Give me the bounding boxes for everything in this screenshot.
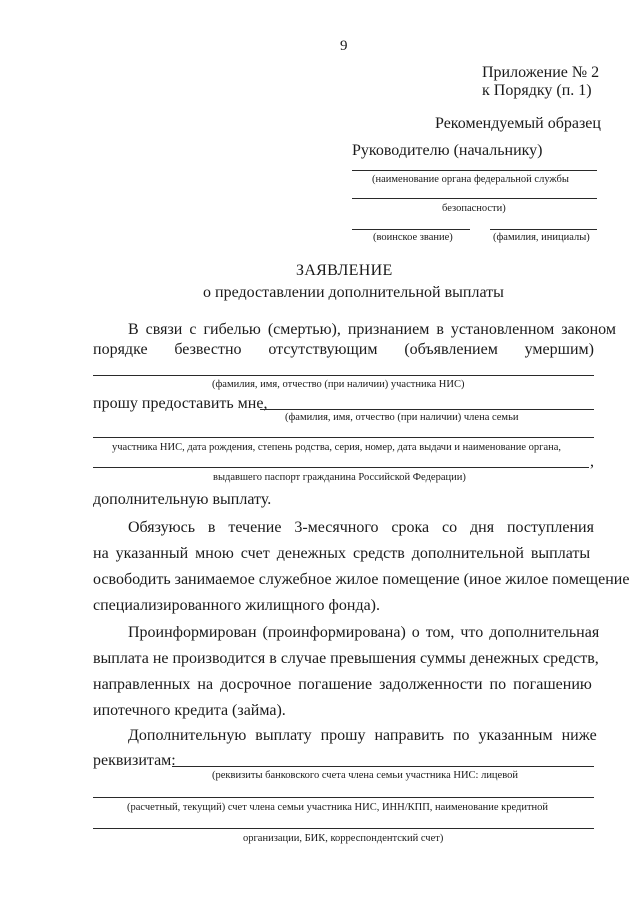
addressee-body-line-2 xyxy=(352,198,597,199)
family-member-line xyxy=(260,409,594,410)
page-number: 9 xyxy=(340,38,348,54)
informed-line-1: Проинформирован (проинформирована) о том, что дополнительная xyxy=(128,624,600,641)
participant-name-hint: (фамилия, имя, отчество (при наличии) участника НИС) xyxy=(212,379,465,390)
bank-details-hint-3: организации, БИК, корреспондентский счет) xyxy=(243,833,444,844)
intro-line-2 xyxy=(93,341,594,359)
addressee-title: Руководителю (начальнику) xyxy=(352,142,543,159)
family-member-hint-3: выдавшего паспорт гражданина Российской Федерации) xyxy=(213,472,466,483)
appendix-number: Приложение № 2 xyxy=(482,64,600,81)
obligation-line-2: на указанный мною счет денежных средств дополнительной выплаты xyxy=(93,545,591,562)
family-member-hint-2: участника НИС, дата рождения, степень родства, серия, номер, дата выдачи и наименование органа, xyxy=(112,442,562,453)
addressee-body-line xyxy=(352,170,597,171)
bank-details-hint-1: (реквизиты банковского счета члена семьи участника НИС: лицевой xyxy=(212,770,518,781)
request-label: прошу предоставить мне, xyxy=(93,395,268,412)
obligation-word: в xyxy=(207,519,216,536)
intro-word: (объявлением xyxy=(404,341,498,358)
obligation-word: со xyxy=(442,519,458,536)
family-member-line-2 xyxy=(93,437,594,438)
addressee-body-hint-2: безопасности) xyxy=(442,203,506,214)
payment-label: реквизитам: xyxy=(93,752,176,769)
bank-details-hint-2: (расчетный, текущий) счет члена семьи участника НИС, ИНН/КПП, наименование кредитной xyxy=(127,802,549,813)
recommended-sample-label: Рекомендуемый образец xyxy=(435,115,601,132)
addressee-body-hint: (наименование органа федеральной службы xyxy=(372,174,569,185)
addressee-name-hint: (фамилия, инициалы) xyxy=(493,232,590,243)
participant-name-line xyxy=(93,375,594,376)
informed-line-3: направленных на досрочное погашение задолженности по погашению xyxy=(93,676,592,693)
intro-word: умершим) xyxy=(524,341,594,358)
addressee-rank-line xyxy=(352,229,470,230)
obligation-line-1 xyxy=(128,519,594,537)
obligation-word: срока xyxy=(391,519,430,536)
intro-line-1-text: В связи с гибелью (смертью), признанием в установленном законом xyxy=(128,321,616,338)
obligation-word: течение xyxy=(228,519,282,536)
obligation-word: Обязуюсь xyxy=(128,519,195,536)
obligation-line-3: освободить занимаемое служебное жилое помещение (иное жилое помещение xyxy=(93,571,630,588)
line-comma: , xyxy=(590,453,594,470)
bank-details-line xyxy=(172,766,594,767)
bank-details-line-2 xyxy=(93,797,594,798)
payment-line-1: Дополнительную выплату прошу направить по указанным ниже xyxy=(128,727,597,744)
family-member-hint: (фамилия, имя, отчество (при наличии) члена семьи xyxy=(285,412,519,423)
addressee-rank-hint: (воинское звание) xyxy=(373,232,453,243)
informed-line-4: ипотечного кредита (займа). xyxy=(93,702,286,719)
intro-word: безвестно xyxy=(174,341,242,358)
obligation-word: 3-месячного xyxy=(294,519,379,536)
bank-details-line-3 xyxy=(93,828,594,829)
document-title: ЗАЯВЛЕНИЕ xyxy=(296,262,393,279)
obligation-word: поступления xyxy=(506,519,594,536)
document-subtitle: о предоставлении дополнительной выплаты xyxy=(203,284,504,301)
family-member-line-3 xyxy=(93,467,589,468)
appendix-reference: к Порядку (п. 1) xyxy=(482,82,592,99)
obligation-word: дня xyxy=(470,519,495,536)
intro-word: отсутствующим xyxy=(268,341,378,358)
intro-line-1 xyxy=(128,321,616,339)
addressee-name-line xyxy=(490,229,597,230)
obligation-line-4: специализированного жилищного фонда). xyxy=(93,597,381,614)
informed-line-2: выплата не производится в случае превышения суммы денежных средств, xyxy=(93,650,599,667)
intro-word: порядке xyxy=(93,341,148,358)
intro-ending: дополнительную выплату. xyxy=(93,491,272,508)
